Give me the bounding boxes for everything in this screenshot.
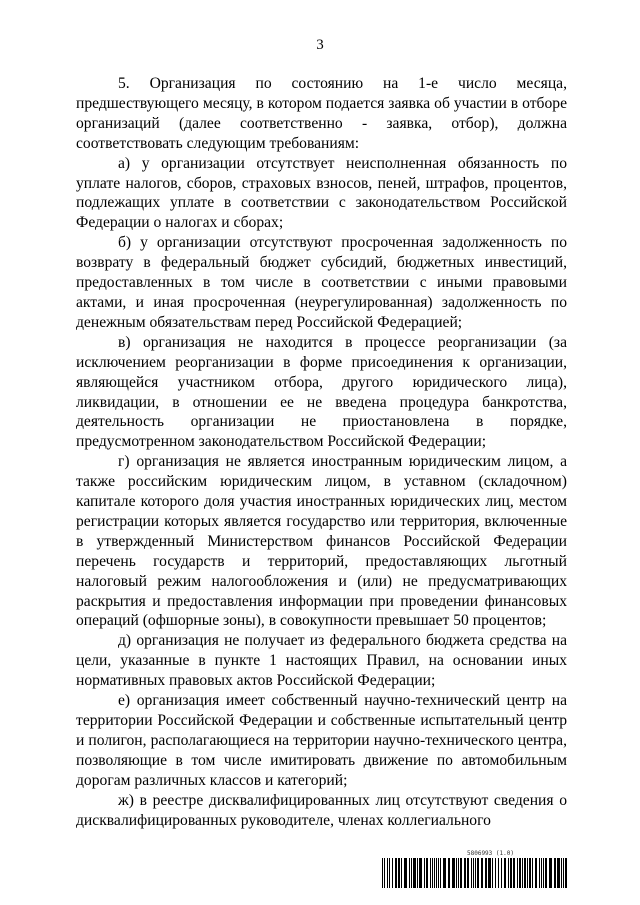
paragraph-5: 5. Организация по состоянию на 1-е число месяца, предшествующего месяцу, в котором подается заявка об участии в отборе организаций (далее соответственно - заявка, отбор), должна соответствовать следующим требованиям: <box>76 75 567 152</box>
paragraph-5a: а) у организации отсутствует неисполненная обязанность по уплате налогов, сборов, страховых взносов, пеней, штрафов, процентов, подлежащих уплате в соответствии с законодательством Российской Федерации о налогах и сборах; <box>76 154 567 232</box>
paragraph-5zh: ж) в реестре дисквалифицированных лиц отсутствуют сведения о дисквалифицированных руководителе, членах коллегиального <box>76 791 567 829</box>
paragraph-5g: г) организация не является иностранным юридическим лицом, а также российским юридическим лицом, в уставном (складочном) капитале которого доля участия иностранных юридических лиц, местом регистрации которых является государство или территория, включенные в утвержденный Министерством финансов Российской Федерации перечень государств и территорий, предоставляющих льготный налоговый режим налогообложения и (или) не предусматривающих раскрытия и предоставления информации при проведении финансовых операций (офшорные зоны), в совокупности превышает 50 процентов; <box>76 453 567 630</box>
paragraph-5d: д) организация не получает из федерального бюджета средства на цели, указанные в пункте 1 настоящих Правил, на основании иных нормативных правовых актов Российской Федерации; <box>76 632 567 690</box>
document-code: 5806993 (1.0) <box>467 850 514 857</box>
paragraph-5e: е) организация имеет собственный научно-технический центр на территории Российской Федерации и собственные испытательный центр и полигон, располагающиеся на территории научно-технического центра, позволяющие в том числе имитировать движение по автомобильным дорогам различных классов и категорий; <box>76 692 567 789</box>
paragraph-5v: в) организация не находится в процессе реорганизации (за исключением реорганизации в форме присоединения к организации, являющейся участником отбора, другого юридического лица), ликвидации, в отношении ее не введена процедура банкротства, деятельность организации не приостановлена в порядке, предусмотренном законодательством Российской Федерации; <box>76 333 567 451</box>
page-number: 3 <box>316 37 324 53</box>
document-body <box>76 74 567 830</box>
paragraph-5b: б) у организации отсутствуют просроченная задолженность по возврату в федеральный бюджет субсидий, бюджетных инвестиций, предоставленных в том числе в соответствии с иными правовыми актами, и иная просроченная (неурегулированная) задолженность по денежным обязательствам перед Российской Федерацией; <box>76 234 567 331</box>
barcode-icon <box>382 858 568 888</box>
